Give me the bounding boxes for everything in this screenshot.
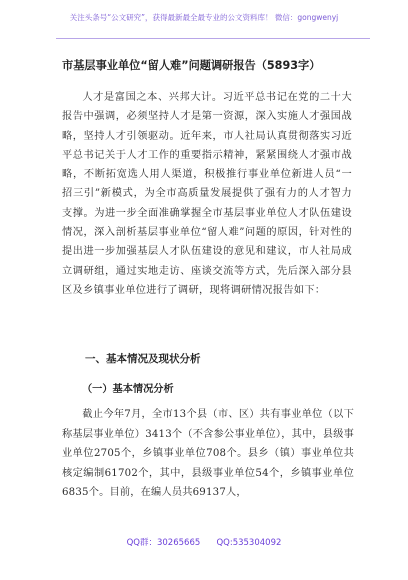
section-heading: 一、基本情况及现状分析 — [85, 353, 201, 365]
header-divider — [56, 38, 370, 39]
intro-paragraph: 人才是富国之本、兴邦大计。习近平总书记在党的二十大报告中强调，必须坚持人才是第一资源，深入实施人才强国战略，坚持人才引领驱动。近年来，市人社局认真贯彻落实习近平总书记关于人才工作的重要指示精神，紧紧围绕人才强市战略，不断拓宽选人用人渠道，积极推行事业单位新进人员“一招三引”新模式，为全市高质量发展提供了强有力的人才智力支撑。为进一步全面准确掌握全市基层事业单位人才队伍建设情况，深入剖析基层事业单位“留人难”问题的原因，针对性的提出进一步加强基层人才队伍建设的意见和建议，市人社局成立调研组，通过实地走访、座谈交流等方式，先后深入部分县区及乡镇事业单位进行了调研，现将调研情况报告如下： — [62, 92, 352, 296]
subsection-heading: （一）基本情况分析 — [82, 384, 174, 395]
section-paragraph: 截止今年7月，全市13个县（市、区）共有事业单位（以下称基层事业单位）3413个（不含参公事业单位），其中，县级事业单位2705个，乡镇事业单位708个。县乡（镇）事业单位共核定编制61702个，其中，县级事业单位54个，乡镇事业单位6835个。目前，在编人员共69137人， — [62, 409, 354, 499]
document-title: 市基层事业单位“留人难”问题调研报告（5893字） — [62, 59, 321, 72]
header-banner: 关注头条号“公文研究”，获得最新最全最专业的公文资料库！ 微信：gongwenyj — [69, 13, 339, 22]
footer-contact: QQ群：30265665 QQ:535304092 — [126, 538, 282, 548]
